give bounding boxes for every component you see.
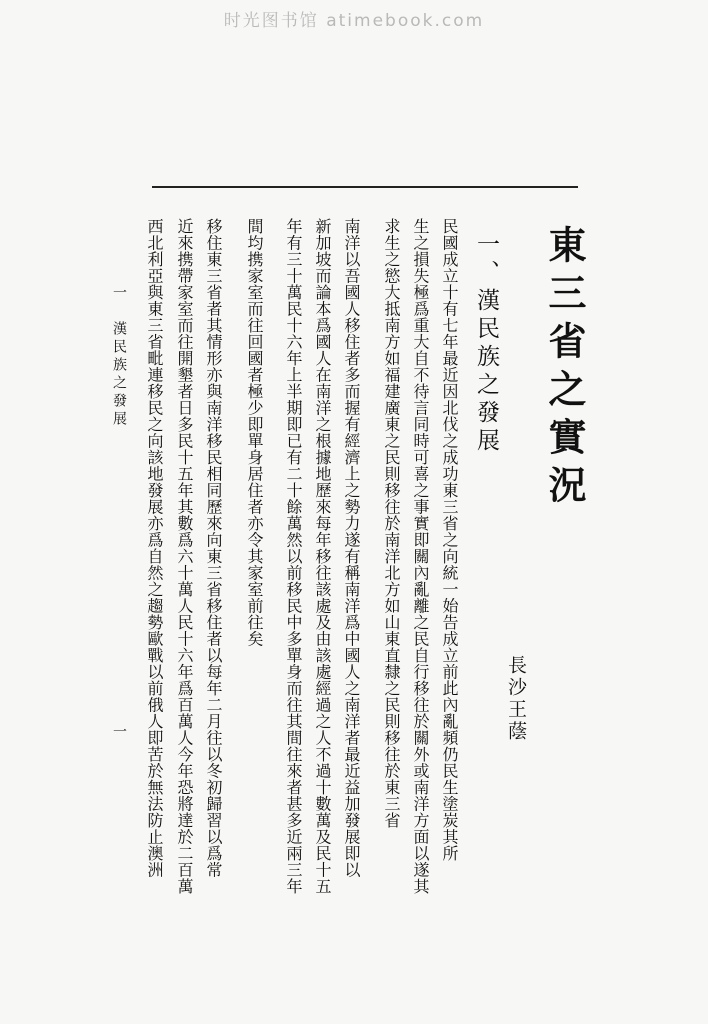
author-byline: 長沙王蔭 [505, 655, 527, 743]
page-title: 東三省之實況 [542, 225, 587, 513]
body-line: 生之損失極爲重大自不待言同時可喜之事實即關內亂離之民自行移往於關外或南洋方面以遂其 [411, 218, 430, 895]
page-number: 一 [111, 724, 127, 742]
body-line: 民國成立十有七年最近因北伐之成功東三省之向統一始告成立前此內亂頻仍民生塗炭其所 [440, 218, 459, 862]
watermark-text: 时光图书馆 atimebook.com [223, 11, 485, 31]
section-heading: 一、漢民族之發展 [473, 232, 499, 456]
body-line: 近來携帶家室而往開墾者日多民十五年其數爲六十萬人民十六年爲百萬人今年恐將達於二百萬 [175, 218, 194, 895]
body-line: 間均携家室而往回國者極少即單身居住者亦令其家室前往矣 [245, 218, 264, 647]
running-footer: 一 漢民族之發展 [111, 285, 127, 429]
top-rule [152, 186, 578, 188]
body-line: 求生之慾大抵南方如福建廣東之民則移往於南洋北方如山東直隸之民則移往於東三省 [382, 218, 401, 829]
body-line: 移住東三省者其情形亦與南洋移民相同歷來向東三省移住者以每年二月往以冬初歸習以爲常 [204, 218, 223, 878]
body-line: 南洋以吾國人移住者多而握有經濟上之勢力遂有稱南洋爲中國人之南洋者最近益加發展即以 [342, 218, 361, 878]
body-line: 年有三十萬民十六年上半期即已有二十餘萬然以前移民中多單身而往其間往來者甚多近兩三年 [284, 218, 303, 895]
body-line: 西北利亞與東三省毗連移民之向該地發展亦爲自然之趨勢歐戰以前俄人即苦於無法防止澳洲 [145, 218, 164, 878]
body-line: 新加坡而論本爲國人在南洋之根據地歷來每年移往該處及由該處經過之人不過十數萬及民十五 [313, 218, 332, 895]
